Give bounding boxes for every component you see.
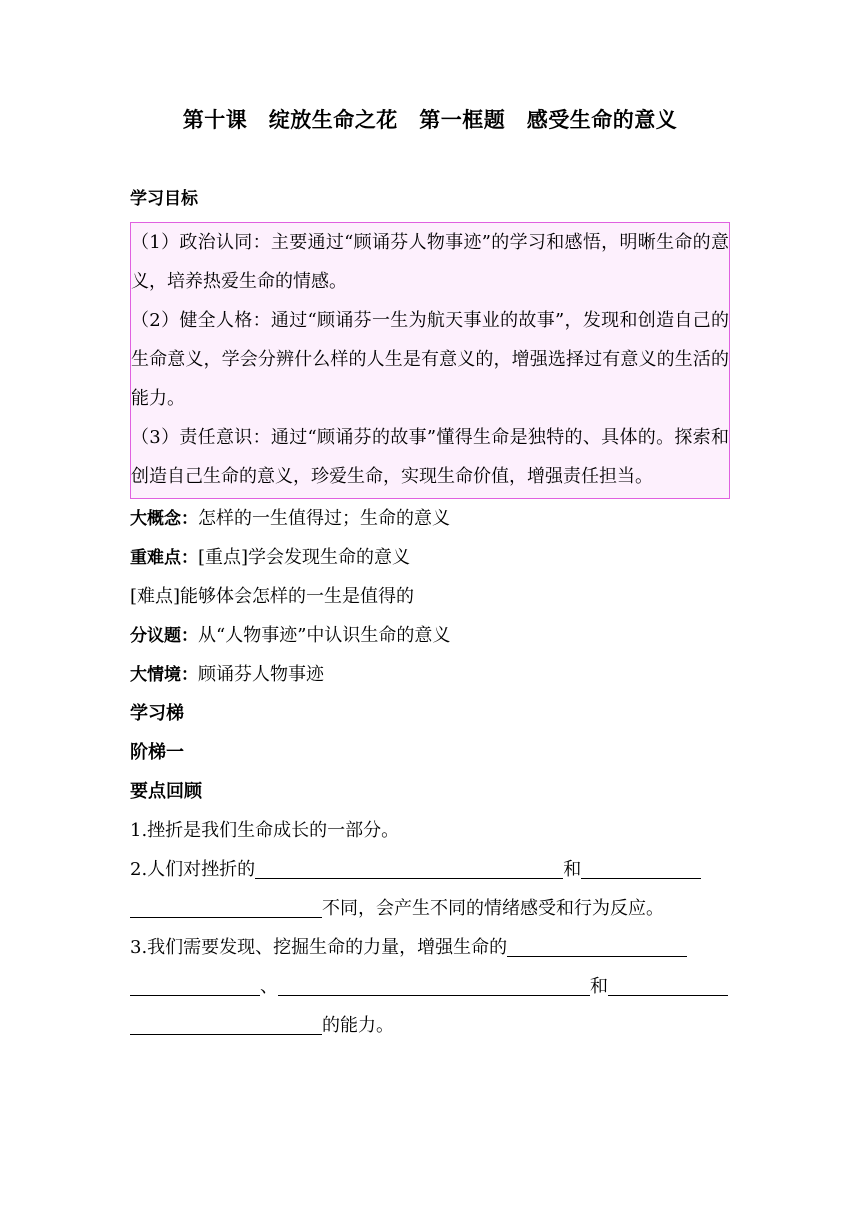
objectives-box bbox=[130, 222, 730, 499]
fill-blank-1[interactable] bbox=[255, 856, 563, 879]
big-concept-text: 怎样的一生值得过；生命的意义 bbox=[198, 508, 450, 529]
step-heading: 阶梯一 bbox=[130, 742, 184, 763]
review-item-3-text-c: 和 bbox=[590, 976, 608, 997]
review-item-2-line-2 bbox=[130, 889, 730, 928]
fill-blank-3[interactable] bbox=[507, 934, 687, 957]
fill-blank-4[interactable] bbox=[278, 973, 590, 996]
sub-topic-row bbox=[130, 616, 730, 655]
big-context-text: 顾诵芬人物事迹 bbox=[198, 664, 324, 685]
fill-blank-2-continued[interactable] bbox=[130, 895, 322, 918]
objective-item-1: （1）政治认同：主要通过“顾诵芬人物事迹”的学习和感悟，明晰生命的意义，培养热爱生命的情感。 bbox=[131, 232, 729, 292]
big-concept-label: 大概念： bbox=[130, 509, 198, 529]
big-concept-row bbox=[130, 499, 730, 538]
review-item-2-text-a: 2.人们对挫折的 bbox=[130, 859, 256, 880]
objective-item-2: （2）健全人格：通过“顾诵芬一生为航天事业的故事”，发现和创造自己的生命意义，学会分辨什么样的人生是有意义的，增强选择过有意义的生活的能力。 bbox=[131, 310, 729, 409]
big-context-label: 大情境： bbox=[130, 665, 198, 685]
review-item-2-text-b: 和 bbox=[563, 859, 582, 880]
review-item-3-line-3 bbox=[130, 1006, 730, 1045]
review-item-3-text-d: 的能力。 bbox=[322, 1015, 394, 1036]
key-point-text: [重点]学会发现生命的意义 bbox=[198, 547, 411, 568]
big-context-row bbox=[130, 655, 730, 694]
page-title: 第十课 绽放生命之花 第一框题 感受生命的意义 bbox=[182, 108, 678, 132]
review-item-2-text-c: 不同，会产生不同的情绪感受和行为反应。 bbox=[322, 898, 664, 919]
key-points-label: 重难点： bbox=[130, 548, 198, 568]
review-item-3-text-b: 、 bbox=[260, 976, 278, 997]
review-item-2-line-1 bbox=[130, 850, 730, 889]
fill-blank-3-continued[interactable] bbox=[130, 973, 260, 996]
ladder-heading: 学习梯 bbox=[130, 703, 184, 724]
review-heading: 要点回顾 bbox=[130, 781, 202, 802]
fill-blank-5[interactable] bbox=[608, 973, 728, 996]
sub-topic-label: 分议题： bbox=[130, 626, 198, 646]
objectives-heading: 学习目标 bbox=[130, 189, 198, 209]
sub-topic-text: 从“人物事迹”中认识生命的意义 bbox=[198, 625, 451, 646]
review-item-3-text-a: 3.我们需要发现、挖掘生命的力量，增强生命的 bbox=[130, 937, 508, 958]
fill-blank-2[interactable] bbox=[581, 856, 701, 879]
document-content bbox=[130, 180, 730, 1045]
objective-item-3: （3）责任意识：通过“顾诵芬的故事”懂得生命是独特的、具体的。探索和创造自己生命的意义，珍爱生命，实现生命价值，增强责任担当。 bbox=[131, 427, 729, 487]
difficult-point-text: [难点]能够体会怎样的一生是值得的 bbox=[130, 586, 415, 607]
review-item-3-line-1 bbox=[130, 928, 730, 967]
difficult-point-row bbox=[130, 577, 730, 616]
review-item-1: 1.挫折是我们生命成长的一部分。 bbox=[130, 820, 400, 841]
key-points-row bbox=[130, 538, 730, 577]
review-item-3-line-2 bbox=[130, 967, 730, 1006]
fill-blank-5-continued[interactable] bbox=[130, 1012, 322, 1035]
